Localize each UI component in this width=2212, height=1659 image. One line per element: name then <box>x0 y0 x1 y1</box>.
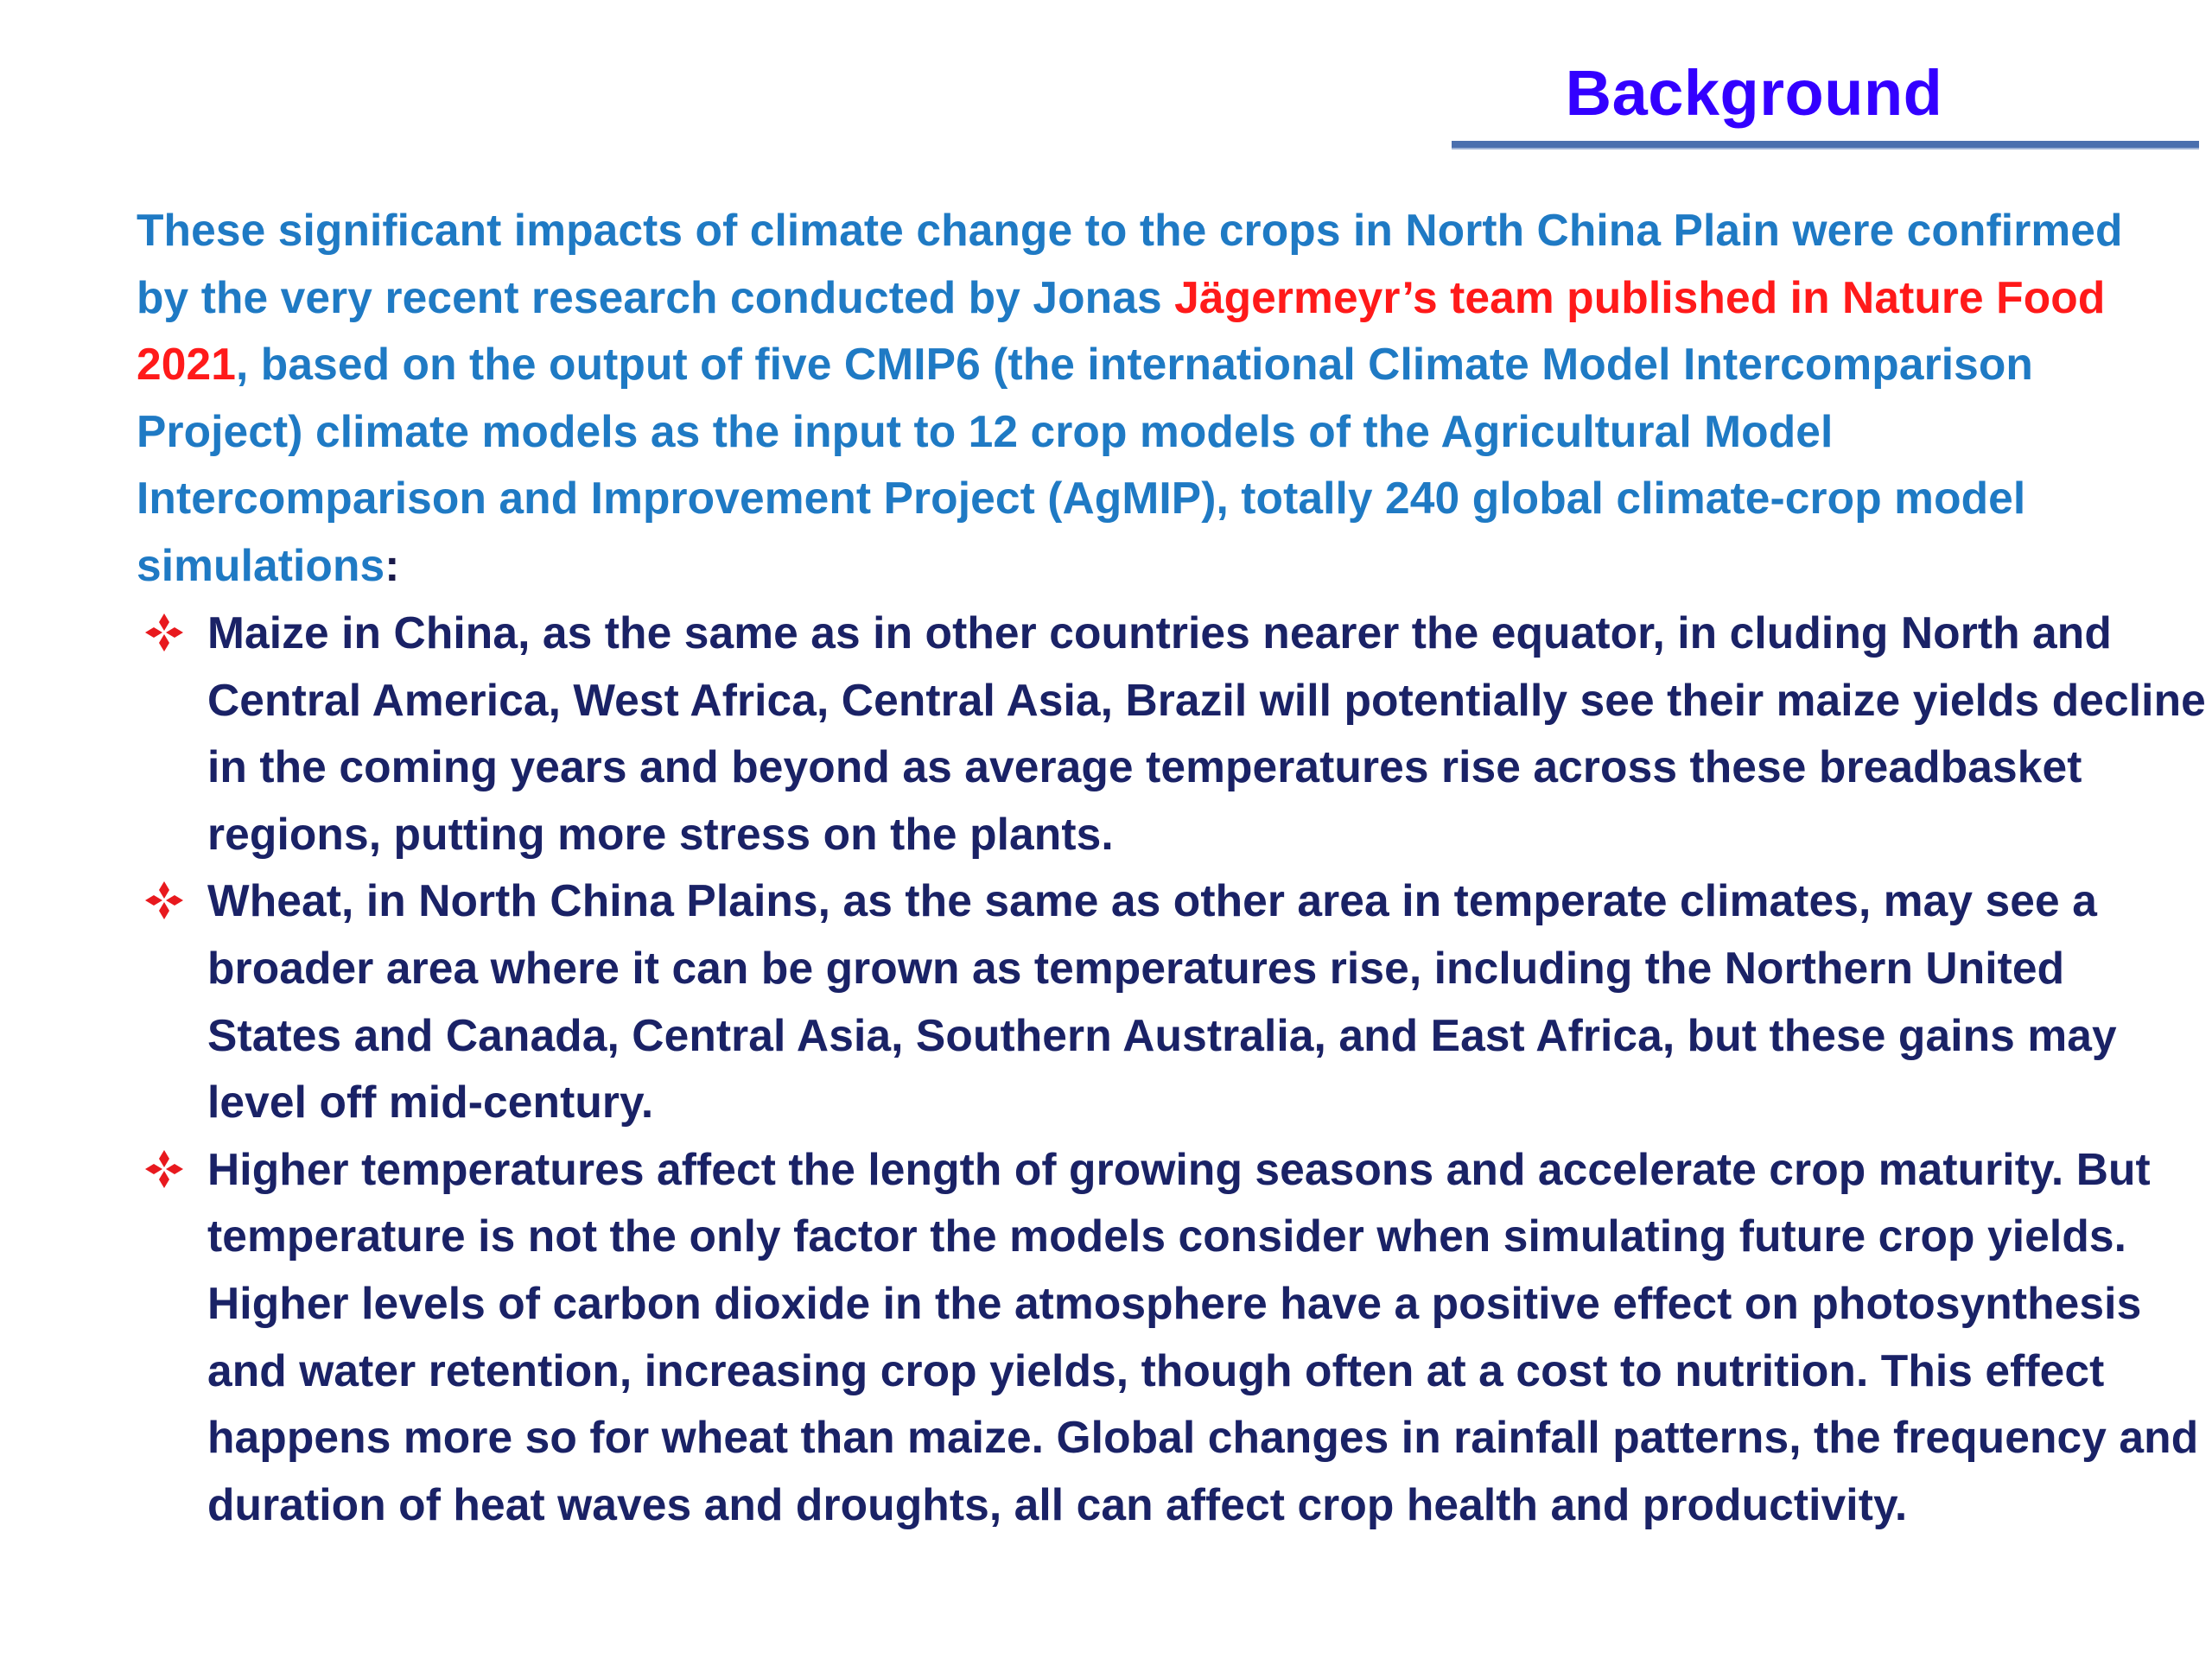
bullet-item-wheat <box>137 868 2210 1135</box>
diamond-bullet-icon <box>143 1148 185 1190</box>
bullet-text: Wheat, in North China Plains, as the same as other area in temperate climates, may see a broader area where it can be grown as temperatures rise, including the Northern United States and Canada, Central Asia, Southern Australia, and East Africa, but these gains may level off mid-century. <box>207 875 2117 1128</box>
bullet-list <box>137 600 2210 1538</box>
bullet-item-maize <box>137 600 2210 868</box>
intro-colon: : <box>385 539 400 590</box>
intro-paragraph <box>137 197 2150 600</box>
diamond-bullet-icon <box>143 612 185 653</box>
bullet-text: Maize in China, as the same as in other countries nearer the equator, in cluding North and Central America, West Africa, Central Asia, Brazil will potentially see their maize yields decline in the coming years and beyond as average temperatures rise across these breadbasket regions, putting more stress on the plants. <box>207 607 2206 859</box>
intro-highlight: Jägermeyr’s team published in Nature Food 2021 <box>137 271 2106 390</box>
intro-text-part1: These significant impacts of climate change to the crops in North China Plain were confirmed by the very recent research conducted by Jonas <box>137 205 2123 322</box>
diamond-bullet-icon <box>143 880 185 921</box>
title-underline <box>1452 141 2199 149</box>
bullet-text: Higher temperatures affect the length of growing seasons and accelerate crop maturity. But temperature is not the only factor the models consider when simulating future crop yields. Higher levels of carbon dioxide in the atmosphere have a positive effect on photosynthesis and water retention, increasing crop yields, though often at a cost to nutrition. This effect happens more so for wheat than maize. Global changes in rainfall patterns, the frequency and duration of heat waves and droughts, all can affect crop health and productivity. <box>207 1143 2199 1529</box>
intro-text-part2: , based on the output of five CMIP6 (the international Climate Model Intercomparison Project) climate models as the input to 12 crop models of the Agricultural Model Intercomparison and Improvement Project (AgMIP), totally 240 global climate-crop model simulations <box>137 339 2033 590</box>
bullet-item-temperature <box>137 1136 2210 1539</box>
slide-title: Background <box>1565 57 1943 129</box>
